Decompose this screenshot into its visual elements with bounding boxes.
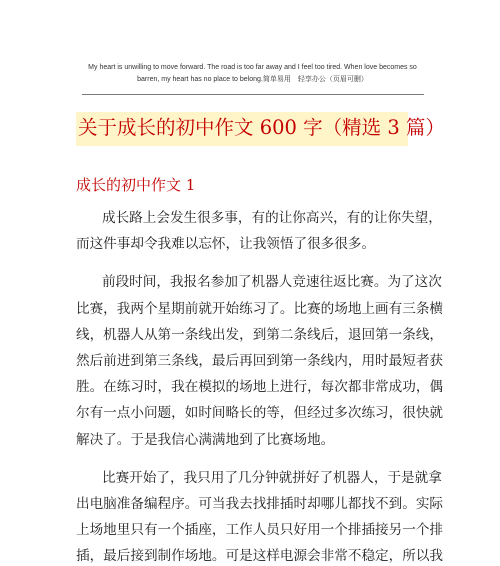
paragraph-line: 胜。在练习时，我在模拟的场地上进行，每次都非常成功，偶 [76,379,444,396]
header-line-2: barren, my heart has no place to belong.简单易用 轻享办公（页眉可删） [137,76,368,83]
paragraph-line: 比赛开始了，我只用了几分钟就拼好了机器人，于是就拿 [102,469,442,486]
paragraph-line: 插，最后接到制作场地。可是这样电源会非常不稳定，所以我 [76,548,444,565]
paragraph-line: 解决了。于是我信心满满地到了比赛场地。 [76,431,335,448]
page-header [80,62,425,86]
paragraph-1 [76,205,442,257]
paragraph-line: 线，机器人从第一条线出发，到第二条线后，退回第一条线， [76,326,444,343]
paragraph-line: 比赛，我两个星期前就开始练习了。比赛的场地上画有三条横 [76,300,444,317]
document-title: 关于成长的初中作文 600 字（精选 3 篇） [78,116,445,139]
section-title: 成长的初中作文 1 [76,176,196,194]
document-title-block [68,108,445,148]
paragraph-line: 尔有一点小问题，如时间略长的等，但经过多次练习，很快就 [76,405,444,422]
header-divider [82,94,424,95]
paragraph-line: 出电脑准备编程序。可当我去找排插时却哪儿都找不到。实际 [76,496,444,513]
paragraph-line: 而这件事却令我难以忘怀，让我领悟了很多很多。 [76,236,376,253]
paragraph-2 [76,269,444,452]
paragraph-line: 前段时间，我报名参加了机器人竞速往返比赛。为了这次 [102,274,442,291]
paragraph-line: 成长路上会发生很多事，有的让你高兴，有的让你失望， [102,210,442,226]
paragraph-3 [76,465,444,566]
essay-body [76,205,444,566]
paragraph-line: 上场地里只有一个插座，工作人员只好用一个排插接另一个排 [76,522,444,539]
header-line-1: My heart is unwilling to move forward. The road is too far away and I feel too tired. When love becomes so [88,64,417,71]
paragraph-line: 然后前进到第三条线，最后再回到第一条线内，用时最短者获 [76,353,444,370]
